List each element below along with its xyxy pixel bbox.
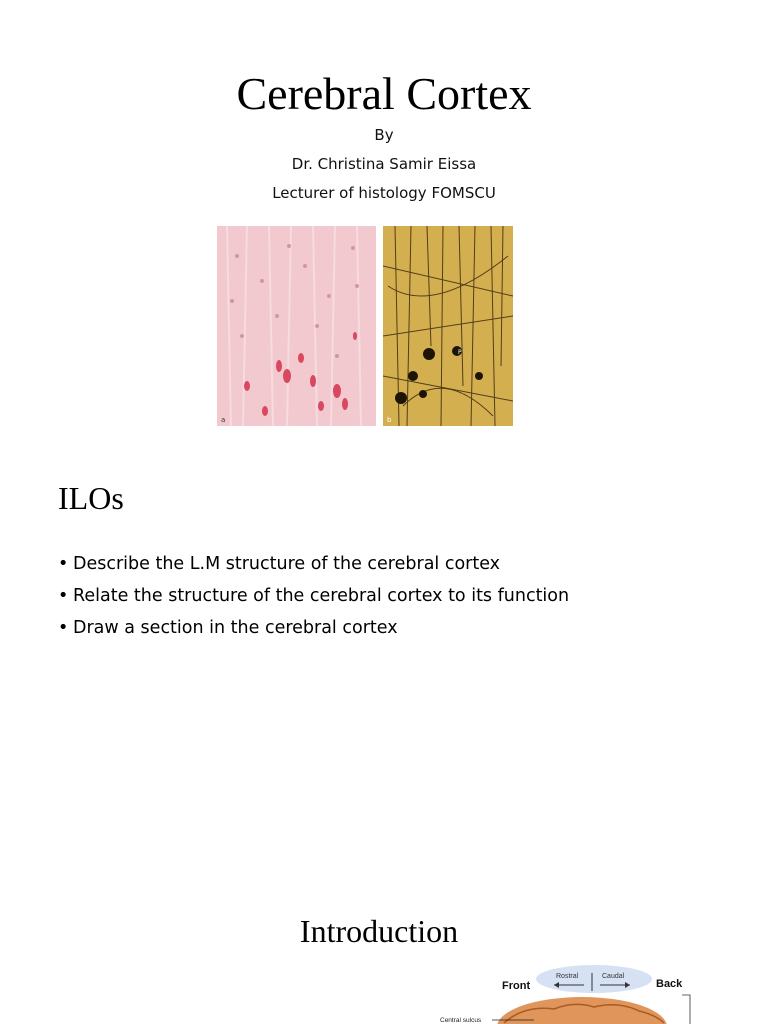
ilos-heading: ILOs [58, 480, 124, 516]
bullet-glyph: • [58, 586, 69, 606]
back-label: Back [656, 978, 683, 990]
micrograph-b-label: b [387, 416, 392, 424]
title-slide [0, 0, 768, 455]
slide-title: Cerebral Cortex [236, 68, 532, 119]
list-item [58, 580, 569, 612]
caudal-label: Caudal [602, 973, 625, 980]
front-label: Front [502, 980, 531, 992]
list-item [58, 612, 569, 644]
ilos-slide [0, 455, 768, 875]
ilo-text: Describe the L.M structure of the cerebral cortex [73, 554, 501, 574]
bullet-glyph: • [58, 618, 69, 638]
micrograph-a-label: a [221, 416, 226, 424]
micrograph-marker-p: P [458, 349, 462, 356]
author-name: Dr. Christina Samir Eissa [291, 155, 477, 173]
ilo-text: Relate the structure of the cerebral cortex to its function [73, 586, 570, 606]
micrograph-he-stain [217, 226, 376, 426]
by-label: By [374, 126, 394, 144]
list-item [58, 548, 569, 580]
bullet-glyph: • [58, 554, 69, 574]
micrograph-silver-stain [383, 226, 513, 426]
central-sulcus-label: Central sulcus [440, 1017, 482, 1024]
ilo-text: Draw a section in the cerebral cortex [73, 618, 398, 638]
brain-orientation-diagram [424, 965, 738, 1024]
ilos-list [58, 548, 569, 644]
author-affiliation: Lecturer of histology FOMSCU [272, 184, 496, 202]
rostral-label: Rostral [556, 973, 579, 980]
introduction-heading: Introduction [299, 913, 459, 949]
